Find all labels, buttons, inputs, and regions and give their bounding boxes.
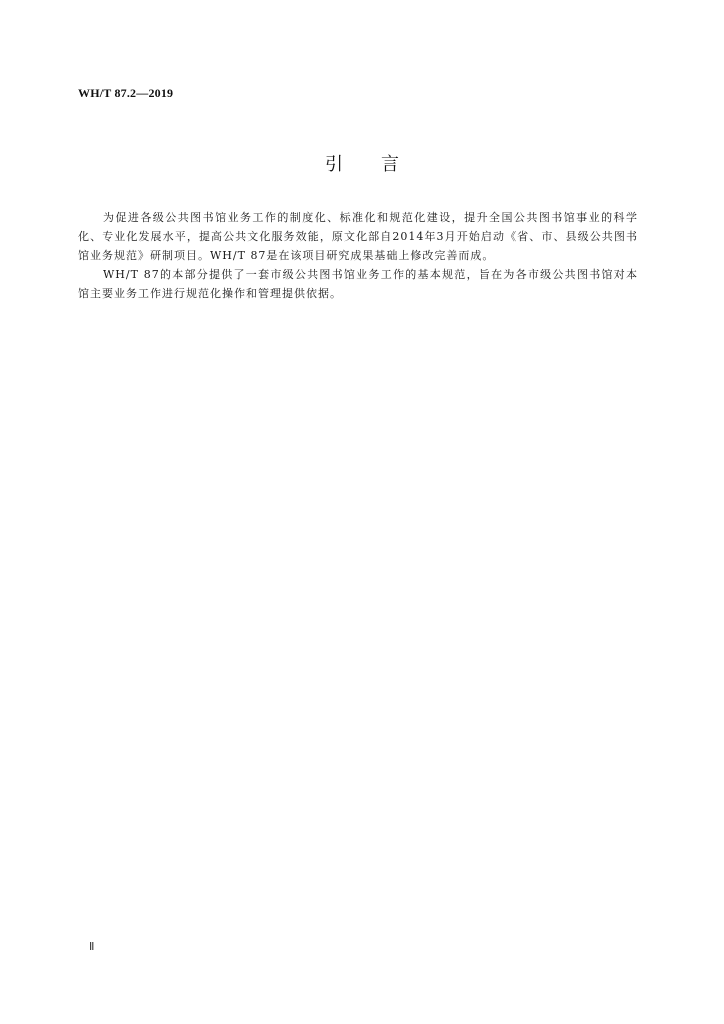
paragraph: WH/T 87的本部分提供了一套市级公共图书馆业务工作的基本规范，旨在为各市级公共图书馆对本馆主要业务工作进行规范化操作和管理提供依据。 [78, 268, 638, 300]
page-number: Ⅱ [89, 941, 95, 953]
standard-code: WH/T 87.2—2019 [78, 86, 174, 100]
paragraph: 为促进各级公共图书馆业务工作的制度化、标准化和规范化建设，提升全国公共图书馆事业的科学化、专业化发展水平，提高公共文化服务效能，原文化部自2014年3月开始启动《省、市、县级公共图书馆业务规范》研制项目。WH/T 87是在该项目研究成果基础上修改完善而成。 [78, 211, 638, 262]
section-title: 引言 [325, 154, 437, 175]
body-text [78, 208, 638, 303]
